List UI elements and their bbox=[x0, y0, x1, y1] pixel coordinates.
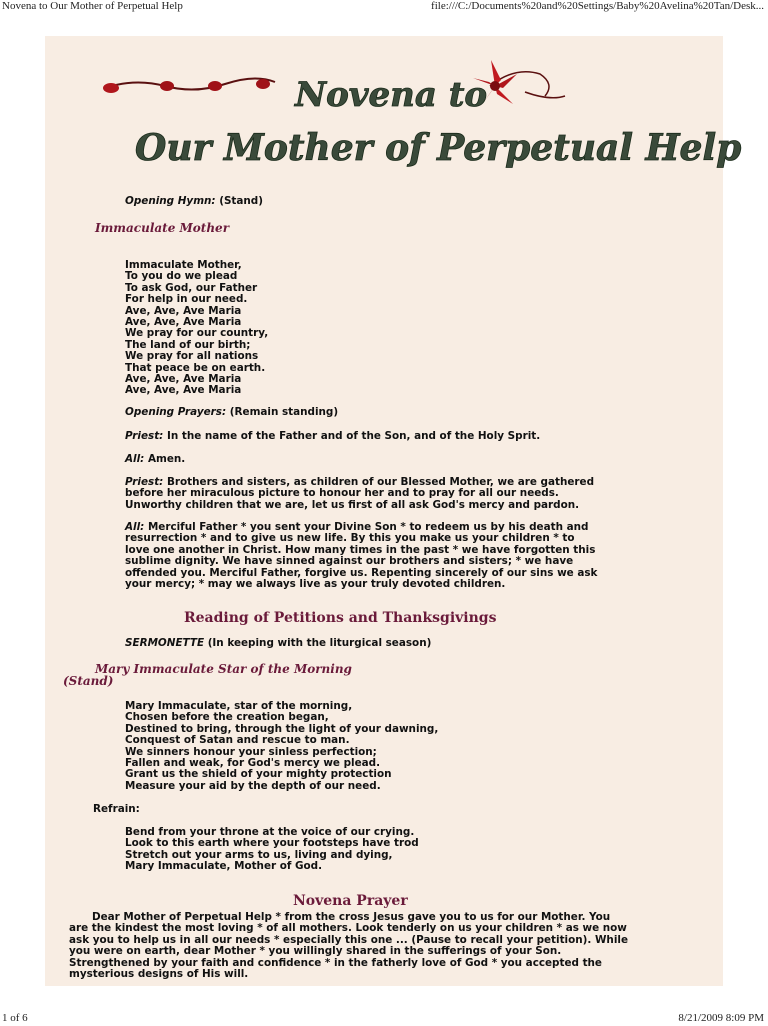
hymn2-lyrics bbox=[125, 701, 438, 792]
lyric-line: Immaculate Mother, bbox=[125, 259, 242, 271]
print-footer bbox=[0, 1012, 768, 1026]
prayer-line: you were on earth, dear Mother * you willingly shared in the sufferings of your Son. bbox=[69, 945, 562, 958]
lyric-line: To ask God, our Father bbox=[125, 281, 258, 294]
rose-bud-icon bbox=[208, 81, 222, 91]
lyric-line: Chosen before the creation began, bbox=[125, 711, 329, 724]
prayer-line: are the kindest the most loving * of all mothers. Look tenderly on us your children * as we now bbox=[69, 922, 627, 935]
banner-line-2: Our Mother of Perpetual Help bbox=[135, 127, 742, 169]
prayer-line: before her miraculous picture to honour her and to pray for all our needs. bbox=[125, 487, 559, 500]
prayer-line: your mercy; * may we always live as your truly devoted children. bbox=[125, 578, 506, 591]
novena-heading: Novena Prayer bbox=[293, 893, 408, 909]
all-2: All: Merciful Father * you sent your Divine Son * to redeem us by his death and resurrection * and to give us new life. By this you make us your children * to love one another in Christ. How many times in the past * we have forgotten this sublime dignity. We have sinned against our brothers and sisters; * we have offended you. Merciful Father, forgive us. Repenting sincerely of our sins we ask your mercy; * may we always live as your truly devoted children. bbox=[125, 521, 598, 591]
prayer-line: sublime dignity. We have sinned against our brothers and sisters; * we have bbox=[125, 555, 574, 568]
lyric-line: Grant us the shield of your mighty protection bbox=[125, 768, 392, 781]
page-count: 1 of 6 bbox=[2, 1012, 28, 1024]
lyric-line: Measure your aid by the depth of our need. bbox=[125, 779, 381, 792]
lyric-line: We sinners honour your sinless perfection; bbox=[125, 745, 377, 758]
petitions-heading: Reading of Petitions and Thanksgivings bbox=[184, 610, 497, 626]
prayer-line: mysterious designs of His will. bbox=[69, 968, 249, 981]
lyric-line: Stretch out your arms to us, living and dying, bbox=[125, 848, 393, 861]
prayer-line: Strengthened by your faith and confidence * in the fatherly love of God * you accepted the bbox=[69, 956, 602, 969]
lyric-line: Mary Immaculate, Mother of God. bbox=[125, 860, 323, 873]
print-header bbox=[0, 0, 768, 14]
prayer-line: ask you to help us in all our needs * especially this one ... (Pause to recall your petition). While bbox=[69, 933, 628, 946]
lyric-line: We pray for our country, bbox=[125, 327, 269, 340]
all-1: All: Amen. bbox=[125, 453, 186, 465]
novena-banner bbox=[95, 56, 742, 176]
sermonette-line: SERMONETTE (In keeping with the liturgical season) bbox=[125, 637, 432, 649]
prayer-line: Unworthy children that we are, let us first of all ask God's mercy and pardon. bbox=[125, 498, 580, 511]
refrain-label: Refrain: bbox=[93, 803, 140, 815]
prayer-line: resurrection * and to give us new life. By this you make us your children * to bbox=[125, 532, 575, 545]
priest-2: Priest: Brothers and sisters, as children of our Blessed Mother, we are gathered before her miraculous picture to honour her and to pray for all our needs. Unworthy children that we are, let us first of all ask God's mercy and pardon. bbox=[125, 476, 595, 511]
lyric-line: Bend from your throne at the voice of our crying. bbox=[125, 826, 415, 838]
prayer-line: offended you. Merciful Father, forgive us. Repenting sincerely of our sins we ask bbox=[125, 566, 598, 579]
lyric-line: Conquest of Satan and rescue to man. bbox=[125, 734, 350, 747]
opening-prayers-line: Opening Prayers: (Remain standing) bbox=[125, 406, 339, 418]
lyric-line: Look to this earth where your footsteps have trod bbox=[125, 837, 419, 850]
opening-hymn-line: Opening Hymn: (Stand) bbox=[125, 195, 263, 207]
lyric-line: To you do we plead bbox=[125, 270, 238, 283]
print-timestamp: 8/21/2009 8:09 PM bbox=[678, 1012, 764, 1024]
lyric-line: Ave, Ave, Ave Maria bbox=[125, 384, 242, 397]
lyric-line: Ave, Ave, Ave Maria bbox=[125, 373, 242, 386]
lyric-line: Ave, Ave, Ave Maria bbox=[125, 304, 242, 317]
rose-bud-icon bbox=[256, 79, 270, 89]
lyric-line: For help in our need. bbox=[125, 293, 248, 306]
rose-bud-icon bbox=[160, 81, 174, 91]
banner-line-1: Novena to bbox=[295, 75, 488, 115]
lyric-line: That peace be on earth. bbox=[125, 361, 266, 374]
lyric-line: The land of our birth; bbox=[125, 338, 251, 351]
lyric-line: Fallen and weak, for God's mercy we plead. bbox=[125, 757, 381, 770]
lyric-line: Destined to bring, through the light of your dawning, bbox=[125, 722, 439, 735]
rose-bud-icon bbox=[103, 83, 119, 93]
page-url: file:///C:/Documents%20and%20Settings/Baby%20Avelina%20Tan/Desk... bbox=[431, 0, 764, 12]
hymn2-stand: (Stand) bbox=[63, 674, 114, 688]
novena-prayer: Dear Mother of Perpetual Help * from the cross Jesus gave you to us for our Mother. You are the kindest the most loving * of all mothers. Look tenderly on us your children * as we now ask you to help us in all our needs * especially this one ... (Pause to recall your petition). While you were on earth, dear Mother * you willingly shared in the sufferings of your Son. Strengthened by your faith and confidence * in the fatherly love of God * you accepted the mysterious designs of His will. bbox=[69, 911, 628, 981]
prayer-line: love one another in Christ. How many times in the past * we have forgotten this bbox=[125, 543, 596, 556]
refrain-lyrics bbox=[125, 827, 419, 873]
hymn1-title: Immaculate Mother bbox=[95, 221, 230, 235]
lyric-line: Ave, Ave, Ave Maria bbox=[125, 316, 242, 329]
page-title: Novena to Our Mother of Perpetual Help bbox=[2, 0, 183, 12]
hymn1-lyrics bbox=[125, 260, 268, 397]
hymn2-title: Mary Immaculate Star of the Morning bbox=[95, 662, 352, 676]
page-content bbox=[45, 36, 742, 986]
lyric-line: Mary Immaculate, star of the morning, bbox=[125, 700, 353, 712]
priest-1: Priest: In the name of the Father and of the Son, and of the Holy Sprit. bbox=[125, 430, 541, 442]
lyric-line: We pray for all nations bbox=[125, 350, 259, 363]
